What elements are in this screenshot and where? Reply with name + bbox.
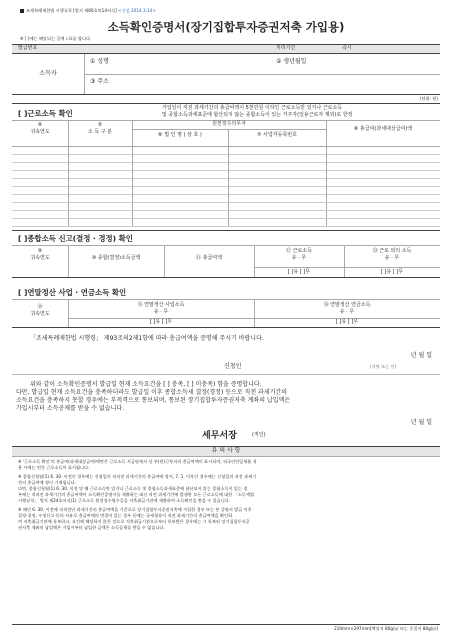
divider: [12, 299, 440, 300]
square-bullet-icon: [20, 9, 24, 13]
paper-spec-footer: 210mm×297mm[백상지 80g/㎡ 또는 중질지 80g/㎡]: [334, 626, 438, 631]
regulation-line: [20, 8, 440, 14]
notice-header: [12, 447, 440, 456]
notice-item: 용 시에는 연간 근로소득이 표시됩니다.: [18, 465, 90, 470]
section-pension-title: [ ]연말정산 사업 · 연금소득 확인: [18, 288, 127, 297]
col-year-header: [12, 122, 68, 136]
cert-line: 위와 같이 소득확인증명서 발급일 현재 소득요건을 [ ] 충족, [ ] 미충족) 함을 증명합니다.: [30, 381, 262, 388]
official-seal-note: (직인): [252, 432, 266, 438]
col-num: ⑭: [37, 304, 43, 310]
notice-item: 간의 총급여에 정이 기재됩니다.: [18, 480, 76, 485]
period-value: 즉시: [342, 45, 352, 51]
tax-office-head: 세무서장: [202, 431, 237, 441]
col-label: 귀속연도: [30, 255, 50, 261]
notice-item: 다만, 종합신청월(1) 6. 30. 이전 및 해 근로소득만 있거나 근로소득 및 종합소득과세표준에 합산되지 않는 종합소득이 있는 경: [18, 486, 248, 491]
section-rule: [12, 327, 440, 328]
col-pay-header: ⑪ 총급여액: [196, 255, 222, 261]
other-yn-checkbox[interactable]: [ ]유 [ ]무: [380, 269, 404, 275]
biz-yn-checkbox[interactable]: [ ]유 [ ]무: [149, 319, 173, 325]
col-label: ⑯ 연말정산 연금소득: [323, 302, 371, 308]
address-field-label: ③ 주소: [90, 78, 109, 85]
notice-item: ※ 해년 6. 30. 이전에 직직전년 과세기간의 총급여액을 기준으로 장기집합투자증권저축에 가입한 경우 또는 본 증명서 발급 이후: [18, 507, 252, 512]
name-field-label: ① 성명: [90, 58, 109, 65]
earner-rule: [12, 94, 440, 95]
section-earned-title: [ ]근로소득 확인: [18, 109, 73, 118]
col-global-total-header: ⑩ 종합(결정)소득금액: [91, 255, 141, 261]
notice-item: 시행규칙」 별지 제24호서식(1) 근로소득 원천징수영수증을 저축취급기관에 제출하여 소득확인을 받을 수 있습니다.: [18, 498, 231, 503]
col-label: 유 · 무: [291, 255, 307, 261]
col-num: ⑤: [97, 122, 103, 128]
cert-line: 가입시부터 소득공제를 받을 수 없습니다.: [16, 405, 125, 412]
col-label: 유 · 무: [384, 255, 400, 261]
col-pension-header: [254, 302, 440, 316]
col-num: ⑫ 근로소득: [286, 248, 312, 254]
desc-line: 및 종합소득과세표준에 합산되지 않는 종합소득이 있는 거주자(일용근로자 제외)로 한정: [162, 112, 353, 118]
check-note: ※ [ ]에는 해당되는 곳에 √표를 합니다.: [20, 36, 92, 41]
divider: [132, 129, 326, 130]
divider: [12, 456, 440, 457]
notice-list: [18, 459, 436, 531]
request-text: 「조세특례제한법 시행령」 제93조의2제1항에 따라 총급여액을 증명해 주시기 바랍니다.: [30, 335, 264, 342]
col-label: 귀속연도: [30, 129, 50, 135]
cert-date: 년 월 일: [410, 419, 432, 426]
income-earner-label: 소득자: [39, 70, 57, 77]
section-rule: [12, 103, 440, 104]
notice-item: 여 저축취급기관에 통보하고, 요건에 해당하지 않은 것으로 저축취급기관으로부터 통보받은 경우에는 그 통보된 장기집합투자증: [18, 519, 250, 524]
unit-note: (단위: 원): [419, 96, 438, 101]
earned-data-row: [12, 218, 440, 227]
col-earned-yn-header: [254, 248, 344, 262]
col-year-header: [12, 248, 68, 262]
col-bizno-header: ⑦ 사업자등록번호: [257, 132, 297, 138]
withholder-header: 원천징수의무자: [212, 121, 246, 127]
notice-item: 우에는 직직전 과세기간의 총급여액이 소득확인증명서를 제출하는 대신 직전 과세기간에 발생한 모든 근로소득에 대한 「소득세법: [18, 492, 254, 497]
pension-yn-checkbox[interactable]: [ ]유 [ ]무: [335, 319, 359, 325]
cert-line: 소득요건을 충족하지 못할 경우에는 부적격으로 통보되며, 통보된 장기집합투자증권저축 계좌의 납입액은: [16, 397, 291, 404]
bottom-rule: [12, 624, 440, 625]
regulation-text: 조세특례제한법 시행규칙 [별지 제60호의14서식]: [26, 8, 117, 13]
divider: [326, 120, 327, 146]
col-sub: 유 · 무: [339, 309, 355, 315]
desc-line: 가입일이 직전 과세기간의 총급여액이 5천만원 이하인 근로소득만 있거나 근로소득: [162, 105, 343, 111]
col-total-header: ⑧ 총급여(과세대상급여)액: [353, 126, 413, 132]
amend-date: <신설 2014.3.14>: [118, 8, 156, 13]
col-year-header: [12, 304, 68, 318]
request-date: 년 월 일: [410, 352, 432, 359]
certification-text: [16, 381, 440, 413]
col-num: ⑨: [37, 248, 43, 254]
cert-line: 다만, 발급일 현재 소득요건을 충족하더라도 발급일 이후 종합소득세 결정(경정) 등으로 직전 과세기간의: [16, 389, 288, 396]
divider: [12, 374, 440, 375]
col-biz-header: [68, 302, 254, 316]
page-title: 소득확인증명서(장기집합투자증권저축 가입용): [107, 20, 345, 34]
col-num: ④: [37, 122, 43, 128]
notice-title: 유 의 사 항: [211, 447, 241, 454]
divider: [12, 245, 440, 246]
col-num: ⑬ 근로 외의 소득: [372, 248, 412, 254]
notice-item: 권저축 계좌의 납입액은 가입시부터 납입한 금액은 소득공제를 받을 수 없습니다.: [18, 525, 165, 530]
divider: [84, 74, 440, 75]
earned-yn-checkbox[interactable]: [ ]유 [ ]무: [287, 269, 311, 275]
period-label: 처리기간: [276, 45, 296, 51]
divider: [254, 267, 440, 268]
col-other-yn-header: [344, 248, 440, 262]
notice-item: ※ 종합신청월(1) 6. 30. 이전인 경우에는 신청일의 직직전 과세기간의 총급여에 정이, 7. 1. 이후인 경우에는 신청일의 직전 과세기: [18, 474, 257, 479]
applicant-label: 신청인: [224, 363, 242, 370]
col-sub: 유 · 무: [153, 309, 169, 315]
applicant-sign-note: (서명 또는 인): [370, 364, 397, 369]
issue-row: [12, 45, 440, 53]
section-global-title: [ ]종합소득 신고(결정 · 경정) 확인: [18, 234, 133, 243]
col-corp-header: ⑥ 법 인 명 ( 상 호 ): [158, 132, 202, 138]
col-label: ⑮ 연말정산 사업소득: [137, 302, 185, 308]
section-rule: [12, 277, 440, 278]
notice-item: 결정·경정, 수정신고 등의 사유로 총급여액의 변경이 있는 경우 등에는 국세청장이 직전 과세기간의 총급여액을 확인하: [18, 513, 233, 518]
col-label: 귀속연도: [30, 311, 50, 317]
col-label: 소 득 구 분: [87, 129, 113, 135]
col-period-header: [68, 122, 132, 136]
section-earned-desc: [162, 105, 438, 119]
birth-field-label: ② 생년월일: [276, 58, 307, 65]
issue-no-label: 발급번호: [18, 45, 38, 51]
notice-item: ※ '근로소득 확인'의 총급여(과세대상급여)액란은 근로소득 지급명세서 상 주(현)근무지의 총급여액이 표시되며, 외국인단일세율 적: [18, 459, 257, 464]
section-rule: [12, 230, 440, 231]
